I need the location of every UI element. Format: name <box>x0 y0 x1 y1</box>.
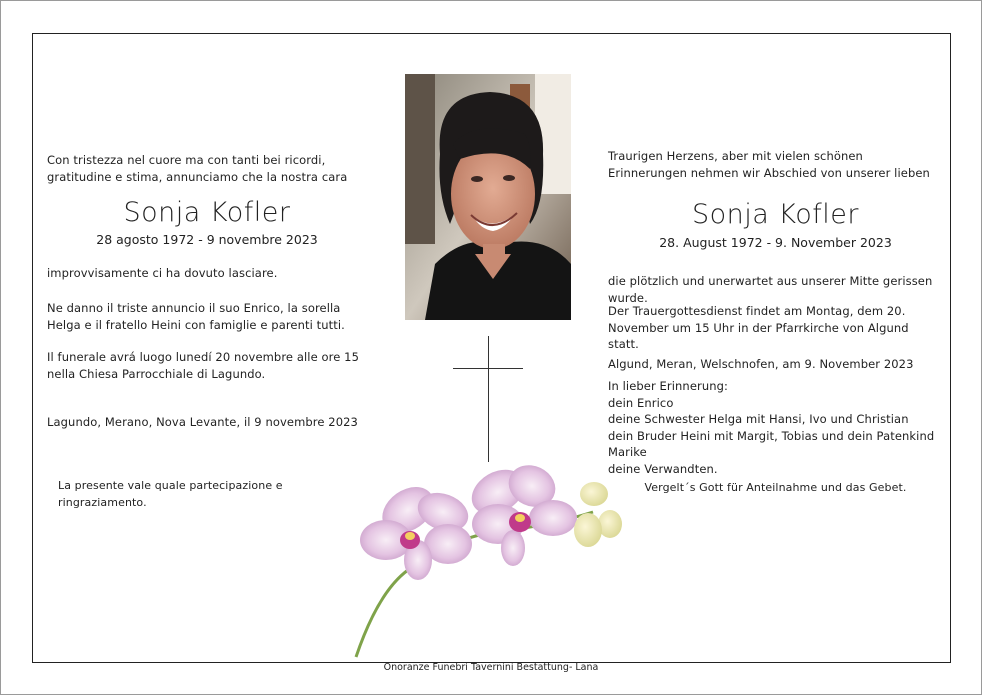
left-place-date: Lagundo, Merano, Nova Levante, il 9 novembre 2023 <box>47 415 358 429</box>
right-passing-text: die plötzlich und unerwartet aus unserer Mitte gerissen wurde. <box>608 274 933 305</box>
orchid-flower-left <box>360 478 474 580</box>
left-life-dates: 28 agosto 1972 - 9 novembre 2023 <box>96 232 318 247</box>
orchid-flower-right <box>464 458 577 566</box>
funeral-home-footer: Onoranze Funebri Tavernini Bestattung- Lana <box>383 662 599 673</box>
right-thanks-text: Vergelt´s Gott für Anteilnahme und das Gebet. <box>644 481 907 494</box>
right-service-text: Der Trauergottesdienst findet am Montag, dem 20. November um 15 Uhr in der Pfarrkirche von Algund statt. <box>608 304 909 351</box>
portrait-image <box>405 74 571 320</box>
memory-line: dein Enrico <box>608 395 674 410</box>
left-deceased-name: Sonja Kofler <box>123 197 291 228</box>
right-place-date: Algund, Meran, Welschnofen, am 9. November 2023 <box>608 357 914 371</box>
memory-line: dein Bruder Heini mit Margit, Tobias und dein Patenkind Marike <box>608 428 935 459</box>
left-thanks-text: La presente vale quale partecipazione e ringraziamento. <box>58 479 283 509</box>
memory-line: deine Schwester Helga mit Hansi, Ivo und Christian <box>608 412 909 426</box>
right-memory-list <box>608 378 948 477</box>
left-funeral-text: Il funerale avrá luogo lunedí 20 novembre alle ore 15 nella Chiesa Parrocchiale di Lagundo. <box>47 350 359 381</box>
memory-line: deine Verwandten. <box>608 461 718 476</box>
left-mourners-text: Ne danno il triste annuncio il suo Enrico, la sorella Helga e il fratello Heini con famiglie e parenti tutti. <box>47 301 345 332</box>
memory-line: In lieber Erinnerung: <box>608 379 728 393</box>
portrait-photo <box>405 74 571 320</box>
right-deceased-name: Sonja Kofler <box>692 199 859 230</box>
right-intro-text: Traurigen Herzens, aber mit vielen schönen Erinnerungen nehmen wir Abschied von unserer lieben <box>608 149 930 180</box>
orchid-image <box>348 452 638 662</box>
left-intro-text: Con tristezza nel cuore ma con tanti bei ricordi, gratitudine e stima, annunciamo che la nostra cara <box>47 153 348 184</box>
left-passing-text: improvvisamente ci ha dovuto lasciare. <box>47 266 278 280</box>
cross-vertical <box>488 336 489 462</box>
cross-horizontal <box>453 368 523 369</box>
right-life-dates: 28. August 1972 - 9. November 2023 <box>659 235 892 250</box>
